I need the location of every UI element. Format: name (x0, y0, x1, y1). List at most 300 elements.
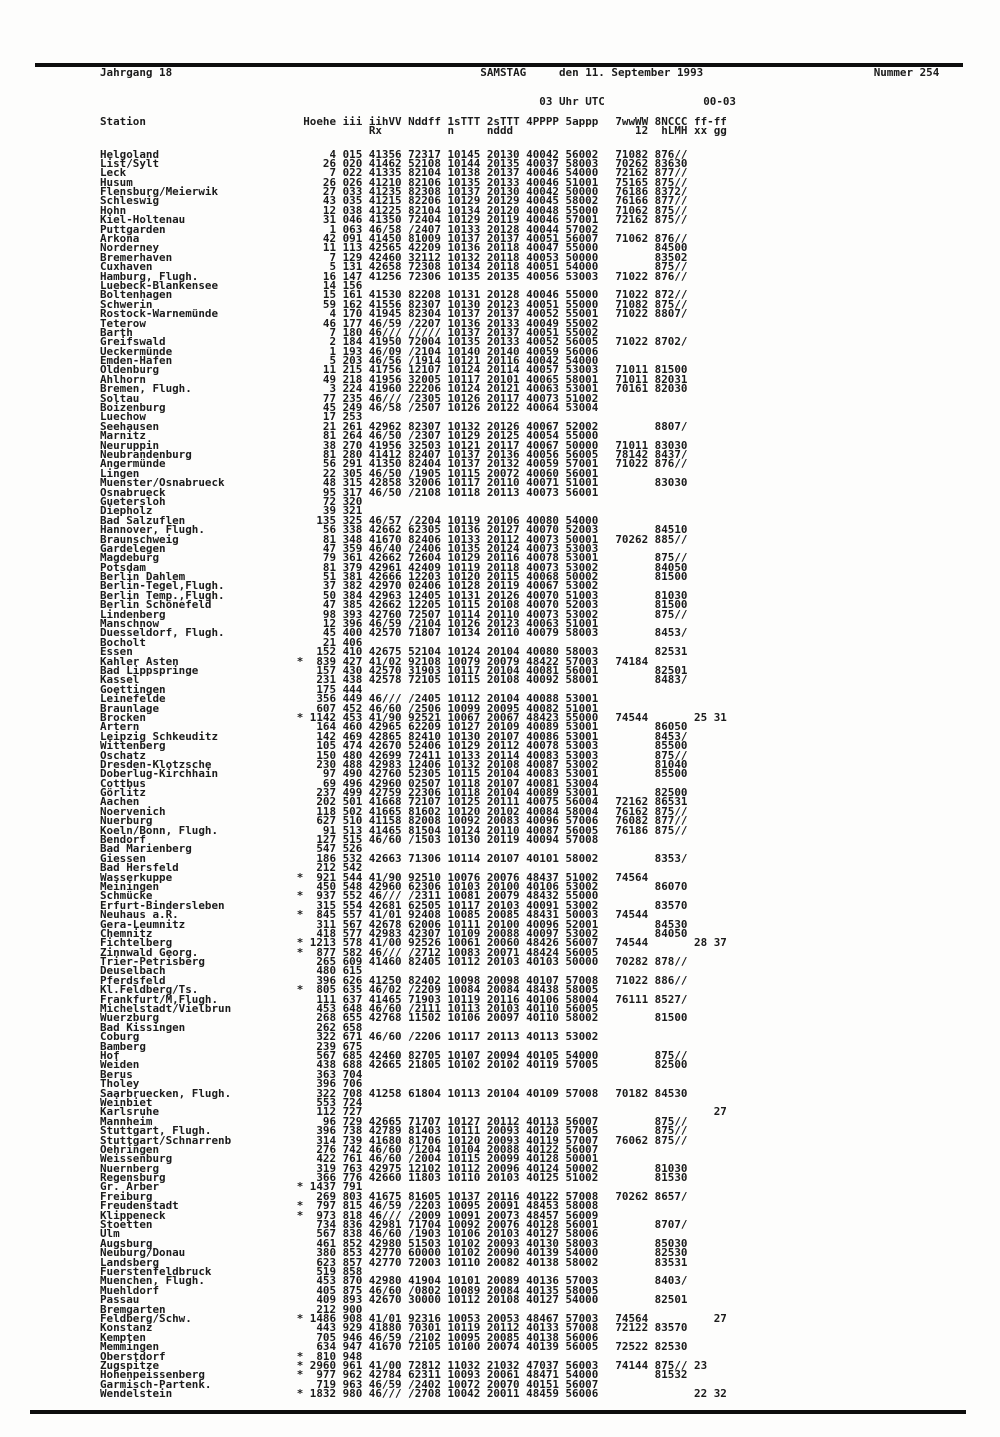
station-name: Hamburg, Flugh. (100, 269, 199, 283)
synop-main-groups: 262 658 (303, 1020, 363, 1034)
synop-right-groups: 74184 (615, 654, 649, 668)
station-name: Puttgarden (100, 222, 166, 236)
synop-right-groups: 74544 28 37 (615, 936, 727, 950)
station-name: Erfurt-Bindersleben (100, 898, 225, 912)
synop-right-groups: 82530 (615, 1246, 688, 1260)
synop-main-groups: 409 893 42670 30000 10112 20108 40127 54000 (303, 1293, 599, 1307)
station-name: Neuburg/Donau (100, 1246, 186, 1260)
synop-main-groups: 56 338 42662 62305 10136 20127 40070 52003 (303, 523, 599, 537)
synop-right-groups: 83502 (615, 250, 688, 264)
journal-volume: Jahrgang 18 (100, 66, 173, 79)
station-name: Norderney (100, 241, 160, 255)
synop-right-groups: 27 (615, 1105, 727, 1119)
station-name: Berlin Dahlem (100, 570, 186, 584)
station-name: Kempten (100, 1330, 146, 1344)
synop-main-groups: 7 022 41335 82104 10138 20137 40046 54000 (303, 166, 599, 180)
station-name: Arkona (100, 232, 140, 246)
station-name: Nuernberg (100, 1161, 160, 1175)
station-name: Konstanz (100, 1321, 153, 1335)
synop-right-groups: 84500 (615, 241, 688, 255)
station-name: Giessen (100, 851, 146, 865)
mountain-station-mark: * (296, 870, 304, 884)
synop-main-groups: 175 444 (303, 682, 363, 696)
station-name: Koeln/Bonn, Flugh. (100, 823, 219, 837)
station-name: Braunlage (100, 701, 160, 715)
synop-main-groups: 4 015 41356 72317 10145 20130 40042 56002 (303, 147, 599, 161)
synop-main-groups: 567 685 42460 82705 10107 20094 40105 54000 (303, 1049, 599, 1062)
synop-right-groups: 76062 875// (615, 1133, 688, 1147)
station-row (100, 851, 980, 865)
station-name: Memmingen (100, 1340, 160, 1354)
synop-main-groups: 47 359 46/40 /2406 10135 20124 40073 53003 (303, 541, 599, 555)
station-name: Bremgarten (100, 1302, 166, 1316)
station-name: Kl.Feldberg/Ts. (100, 983, 199, 997)
station-name: Weissenburg (100, 1152, 173, 1166)
synop-main-groups: 12 396 46/59 /2104 10126 20123 40063 51001 (303, 617, 599, 631)
synop-right-groups: 8453/ (615, 626, 688, 640)
station-name: Osnabrueck (100, 485, 166, 499)
station-name: Hof (100, 1049, 120, 1062)
station-row (100, 494, 980, 508)
synop-main-groups: 157 430 42570 31903 10117 20104 40081 56001 (303, 663, 599, 677)
synop-main-groups: 276 742 46/60 /1204 10104 20088 40122 56007 (303, 1142, 599, 1156)
station-name: Bad Marienberg (100, 842, 192, 856)
synop-main-groups: 1437 791 (303, 1180, 363, 1194)
station-name: Weiden (100, 1058, 140, 1072)
synop-main-groups: 91 513 41465 81504 10124 20110 40087 56005 (303, 823, 599, 837)
synop-right-groups: 76162 875// (615, 804, 688, 818)
station-name: Gr. Arber (100, 1180, 160, 1194)
synop-right-groups: 875// (615, 1124, 688, 1138)
right-groups-column-header: 7wwWW 8NCCC ff-ff (615, 115, 727, 128)
synop-right-groups: 82501 (615, 663, 688, 677)
station-name: Emden-Hafen (100, 354, 173, 368)
synop-right-groups: 85030 (615, 1236, 688, 1250)
station-name: Berlin Schönefeld (100, 598, 212, 612)
synop-main-groups: 607 452 46/60 /2506 10099 20095 40082 51001 (303, 701, 599, 715)
station-name: Kahler Asten (100, 654, 179, 668)
station-name: Muenchen, Flugh. (100, 1274, 205, 1288)
synop-main-groups: 634 947 41670 72105 10100 20074 40139 56005 (303, 1340, 599, 1354)
station-name: Garmisch-Partenk. (100, 1377, 212, 1391)
synop-right-groups: 71011 83030 (615, 438, 688, 452)
synop-main-groups: 1 193 46/09 /2104 10140 20140 40059 56006 (303, 344, 599, 358)
issue-number: Nummer 254 (873, 66, 940, 79)
synop-right-groups: 71022 876// (615, 269, 688, 283)
station-name: Bremerhaven (100, 250, 173, 264)
station-name: Magdeburg (100, 551, 160, 565)
synop-main-groups: 98 393 42760 72507 10114 20110 40073 53002 (303, 607, 599, 621)
synop-main-groups: 1486 908 41/01 92316 10053 20053 48467 57003 (303, 1311, 599, 1325)
synop-main-groups: 69 496 42960 02507 10118 20107 40081 53004 (303, 776, 599, 790)
synop-main-groups: 111 637 41465 71903 10119 20116 40106 58004 (303, 992, 599, 1006)
mountain-station-mark: * (296, 1311, 304, 1325)
synop-main-groups: 380 853 42770 60000 10102 20090 40139 54000 (303, 1246, 599, 1260)
station-name: Coburg (100, 1030, 140, 1044)
station-row (100, 485, 980, 499)
synop-main-groups: 81 264 46/50 /2307 10129 20125 40054 55000 (303, 429, 599, 443)
synop-main-groups: 15 161 41530 82208 10131 20128 40046 55000 (303, 288, 599, 302)
mountain-station-mark: * (296, 1349, 304, 1363)
synop-main-groups: 42 091 41450 81009 10137 20137 40051 56007 (303, 232, 599, 246)
station-name: Bad Kissingen (100, 1020, 186, 1034)
mountain-station-mark: * (296, 1368, 304, 1382)
station-name: Diepholz (100, 504, 153, 518)
station-name: Michelstadt/Vielbrun (100, 1002, 232, 1016)
station-name: Brocken (100, 710, 146, 724)
synop-main-groups: 51 381 42666 12203 10120 20115 40068 50002 (303, 570, 599, 584)
synop-main-groups: 519 858 (303, 1264, 363, 1278)
synop-main-groups: 142 469 42865 82410 10130 20107 40086 53001 (303, 729, 599, 743)
synop-main-groups: 719 963 46/59 /2402 10072 20070 40151 56007 (303, 1377, 599, 1391)
synop-main-groups: 72 320 (303, 494, 363, 508)
station-name: Augsburg (100, 1236, 153, 1250)
synop-right-groups: 83030 (615, 476, 688, 490)
synop-main-groups: 839 427 41/02 92108 10079 20079 48422 57003 (303, 654, 599, 668)
station-name: Weinbiet (100, 1095, 153, 1109)
station-name: Oldenburg (100, 363, 160, 377)
station-name: Zugspitze (100, 1358, 160, 1372)
synop-right-groups: 72162 875// (615, 213, 688, 227)
station-name: Oehringen (100, 1142, 160, 1156)
station-name: Potsdam (100, 560, 146, 574)
station-name: Lindenberg (100, 607, 166, 621)
station-name: Barth (100, 325, 133, 339)
synop-right-groups: 8483/ (615, 673, 688, 687)
synop-main-groups: 50 384 42963 12405 10131 20126 40070 51003 (303, 588, 599, 602)
station-name: Stuttgart, Flugh. (100, 1124, 212, 1138)
synop-main-groups: 127 515 46/60 /1503 10130 20119 40094 57008 (303, 833, 599, 847)
synop-main-groups: 56 291 41350 82404 10137 20132 40059 57001 (303, 457, 599, 471)
station-name: Essen (100, 645, 133, 659)
synop-main-groups: 418 577 42983 42307 10109 20088 40097 53002 (303, 926, 599, 940)
synop-main-groups: 480 615 (303, 964, 363, 978)
station-name: Goettingen (100, 682, 166, 696)
station-name: Neuhaus a.R. (100, 908, 179, 922)
station-name: Cuxhaven (100, 260, 153, 274)
synop-main-groups: 239 675 (303, 1039, 363, 1053)
station-name: Muenster/Osnabrueck (100, 476, 225, 490)
station-name: Ulm (100, 1227, 120, 1241)
synop-main-groups: 230 488 42983 12406 10132 20108 40087 53002 (303, 757, 599, 771)
synop-main-groups: 77 235 46/// /2305 10126 20117 40073 51002 (303, 391, 599, 405)
synop-main-groups: 845 557 41/01 92408 10085 20085 48431 50003 (303, 908, 599, 922)
synop-right-groups: 71022 872// (615, 288, 688, 302)
synop-main-groups: 269 803 41675 81605 10137 20116 40122 57008 (303, 1189, 599, 1203)
synop-main-groups: 366 776 42660 11803 10110 20103 40125 51002 (303, 1171, 599, 1185)
station-name: Leinefelde (100, 692, 166, 706)
station-name: Berus (100, 1067, 133, 1081)
station-name: Leipzig Schkeuditz (100, 729, 219, 743)
synop-right-groups: 8453/ (615, 729, 688, 743)
synop-main-groups: 2960 961 41/00 72812 11032 21032 47037 56003 (303, 1358, 599, 1372)
mountain-station-mark: * (296, 945, 304, 959)
synop-main-groups: 59 162 41556 82307 10130 20123 40051 55000 (303, 297, 599, 311)
station-name: Wendelstein (100, 1387, 173, 1401)
station-row (100, 1387, 980, 1401)
station-name: Kassel (100, 673, 140, 687)
station-name: Zinnwald Georg. (100, 945, 199, 959)
synop-main-groups: 135 325 46/57 /2204 10119 20106 40080 54000 (303, 513, 599, 527)
station-name: Husum (100, 175, 133, 189)
station-name: Boltenhagen (100, 288, 173, 302)
mountain-station-mark: * (296, 1180, 304, 1194)
station-row (100, 673, 980, 687)
synop-main-groups: 4 170 41945 82304 10137 20137 40052 55001 (303, 307, 599, 321)
synop-right-groups: 70262 8657/ (615, 1189, 688, 1203)
synop-right-groups: 74144 875// 23 (615, 1358, 708, 1372)
observation-time-line (100, 97, 980, 107)
station-name: Chemnitz (100, 926, 153, 940)
synop-main-groups: 422 761 46/60 /2004 10115 20099 40128 50001 (303, 1152, 599, 1166)
station-row (100, 626, 980, 640)
synop-right-groups: 72162 86531 (615, 795, 688, 809)
station-name: Saarbruecken, Flugh. (100, 1086, 232, 1100)
synop-right-groups: 81532 (615, 1368, 688, 1382)
synop-right-groups: 84510 (615, 523, 688, 537)
station-name: Frankfurt/M,Flugh. (100, 992, 219, 1006)
synop-main-groups: 322 671 46/60 /2206 10117 20113 40113 53002 (303, 1030, 599, 1044)
station-name: Feldberg/Schw. (100, 1311, 192, 1325)
observation-period: 00-03 (703, 95, 736, 108)
station-name: Hohn (100, 203, 127, 217)
main-groups-column-header: Hoehe iii iihVV Nddff 1sTTT 2sTTT 4PPPP 5appp (303, 115, 599, 128)
synop-main-groups: 152 410 42675 52104 10124 20104 40080 58003 (303, 645, 599, 659)
synop-main-groups: 443 929 41880 70301 10119 20112 40133 57008 (303, 1321, 599, 1335)
station-name: Helgoland (100, 147, 160, 161)
mountain-station-mark: * (296, 1199, 304, 1213)
synop-right-groups: 76186 875// (615, 823, 688, 837)
station-name: Wasserkuppe (100, 870, 173, 884)
station-row (100, 1171, 980, 1185)
synop-right-groups: 76186 8372/ (615, 185, 688, 199)
station-row (100, 955, 980, 969)
station-name: Ahlhorn (100, 372, 146, 386)
issue-date: den 11. September 1993 (558, 66, 704, 79)
synop-main-groups: 1213 578 41/00 92526 10061 20060 48426 56007 (303, 936, 599, 950)
station-name: Hohenpeissenberg (100, 1368, 205, 1382)
weekday: SAMSTAG (480, 66, 527, 79)
synop-right-groups: 71082 876// (615, 147, 688, 161)
station-name: Seehausen (100, 419, 160, 433)
synop-main-groups: 81 280 41412 82407 10137 20136 40056 56005 (303, 448, 599, 461)
synop-main-groups: 38 270 41956 32503 10121 20117 40067 50000 (303, 438, 599, 452)
station-row (100, 1067, 980, 1081)
observation-time: 03 Uhr UTC (539, 95, 605, 108)
synop-main-groups: 5 131 42658 72308 10134 20118 40051 54000 (303, 260, 599, 274)
station-name: Fuerstenfeldbruck (100, 1264, 212, 1278)
synop-main-groups: 356 449 46/// /2405 10112 20104 40088 53001 (303, 692, 599, 706)
synop-main-groups: 396 626 41250 82402 10098 20098 40107 57008 (303, 973, 599, 987)
synop-main-groups: 26 026 41210 82106 10135 20133 40046 51001 (303, 175, 599, 189)
synop-right-groups: 875// (615, 1049, 688, 1062)
synop-right-groups: 71022 886// (615, 973, 688, 987)
synop-main-groups: 461 852 42980 51503 10102 20093 40130 58003 (303, 1236, 599, 1250)
synop-main-groups: 21 261 42962 82307 10132 20126 40067 52002 (303, 419, 599, 433)
station-row (100, 1030, 980, 1044)
synop-right-groups: 81030 (615, 588, 688, 602)
synop-right-groups: 8353/ (615, 851, 688, 865)
synop-main-groups: 797 815 46/59 /2203 10095 20091 48453 58008 (303, 1199, 599, 1213)
synop-right-groups: 86070 (615, 879, 688, 893)
synop-main-groups: 95 317 46/50 /2108 10118 20113 40073 56001 (303, 485, 599, 499)
synop-right-groups: 81030 (615, 1161, 688, 1175)
synop-main-groups: 265 609 41460 82405 10112 20103 40103 50000 (303, 955, 599, 969)
station-name: Duesseldorf, Flugh. (100, 626, 225, 640)
synop-right-groups: 70262 83630 (615, 156, 688, 170)
synop-main-groups: 1 063 46/58 /2407 10133 20128 40044 57002 (303, 222, 599, 236)
mountain-station-mark: * (296, 1387, 304, 1401)
station-name: Karlsruhe (100, 1105, 160, 1119)
synop-main-groups: 547 526 (303, 842, 363, 856)
station-name: Bad Lippspringe (100, 663, 199, 677)
station-name: Artern (100, 720, 140, 734)
mountain-station-mark: * (296, 936, 304, 950)
synop-right-groups: 70262 885// (615, 532, 688, 546)
station-name: Bamberg (100, 1039, 146, 1053)
main-groups-column-subheader: Rx n nddd (303, 124, 514, 138)
station-name: Flensburg/Meierwik (100, 185, 219, 199)
synop-main-groups: 977 962 42784 62311 10093 20061 48471 54000 (303, 1368, 599, 1382)
synop-main-groups: 31 046 41350 72404 10129 20119 40046 57001 (303, 213, 599, 227)
synop-main-groups: 314 739 41680 81706 10120 20093 40119 57007 (303, 1133, 599, 1147)
synop-right-groups: 78142 8437/ (615, 448, 688, 461)
station-name: Tholey (100, 1077, 140, 1091)
synop-right-groups: 74544 (615, 908, 649, 922)
synop-main-groups: 231 438 42578 72105 10115 20108 40092 58001 (303, 673, 599, 687)
station-name: Kiel-Holtenau (100, 213, 186, 227)
station-name: Noervenich (100, 804, 166, 818)
synop-main-groups: 97 490 42760 52305 10115 20104 40083 53001 (303, 767, 599, 781)
station-name: Fichtelberg (100, 936, 173, 950)
synop-main-groups: 39 321 (303, 504, 363, 518)
station-name: Stoetten (100, 1218, 153, 1232)
synop-right-groups: 70161 82030 (615, 382, 688, 396)
synop-main-groups: 810 948 (303, 1349, 363, 1363)
synop-main-groups: 105 474 42670 52406 10129 20112 40078 53003 (303, 739, 599, 753)
station-name: Luebeck-Blankensee (100, 278, 219, 292)
synop-right-groups: 71062 876// (615, 232, 688, 246)
synop-main-groups: 7 129 42460 32112 10132 20118 40053 50000 (303, 250, 599, 264)
synop-main-groups: 48 315 42858 32006 10117 20110 40071 51001 (303, 476, 599, 490)
synop-right-groups: 71082 875// (615, 297, 688, 311)
station-row (100, 1255, 980, 1269)
station-name: Freudenstadt (100, 1199, 179, 1213)
station-name: Schleswig (100, 194, 160, 208)
synop-right-groups: 71062 875// (615, 203, 688, 217)
synop-main-groups: 937 552 46/// /2311 10081 20079 48432 55000 (303, 889, 599, 903)
station-name: Greifswald (100, 335, 166, 349)
station-row (100, 401, 980, 415)
synop-main-groups: 26 020 41462 52108 10144 20135 40037 58003 (303, 156, 599, 170)
synop-main-groups: 186 532 42663 71306 10114 20107 40101 58002 (303, 851, 599, 865)
station-rows (100, 147, 980, 1401)
synop-right-groups: 81500 (615, 570, 688, 584)
synop-main-groups: 315 554 42681 62505 10117 20103 40091 53002 (303, 898, 599, 912)
station-name: Lingen (100, 466, 140, 480)
synop-right-groups: 22 32 (615, 1387, 727, 1401)
synop-main-groups: 46 177 46/59 /2207 10136 20133 40049 55002 (303, 316, 599, 330)
synop-right-groups: 75165 875// (615, 175, 688, 189)
bottom-rule (30, 1410, 966, 1414)
station-name: Cottbus (100, 776, 146, 790)
synop-main-groups: 311 567 42678 62006 10111 20100 40096 52001 (303, 917, 599, 931)
synop-right-groups: 82500 (615, 786, 688, 800)
station-name: Manschnow (100, 617, 160, 631)
column-header-line-2 (100, 126, 980, 136)
station-name: Bad Hersfeld (100, 861, 179, 875)
station-name: Rostock-Warnemünde (100, 307, 219, 321)
station-name: Pferdsfeld (100, 973, 166, 987)
mountain-station-mark: * (296, 889, 304, 903)
station-name: Freiburg (100, 1189, 153, 1203)
synop-right-groups: 82500 (615, 1058, 688, 1072)
station-name: Berlin Temp.,Flugh. (100, 588, 225, 602)
synop-main-groups: 405 875 46/60 /0802 10089 20084 40135 58005 (303, 1283, 599, 1297)
station-name: Bocholt (100, 635, 146, 649)
synop-main-groups: 49 218 41956 32005 10117 20101 40065 58001 (303, 372, 599, 386)
synop-right-groups: 8403/ (615, 1274, 688, 1288)
synop-main-groups: 81 348 41670 82406 10133 20112 40073 50001 (303, 532, 599, 546)
synop-right-groups: 81500 (615, 598, 688, 612)
synop-right-groups: 74564 (615, 870, 649, 884)
station-name: Bad Salzuflen (100, 513, 186, 527)
station-row (100, 1293, 980, 1307)
station-name: Muehldorf (100, 1283, 160, 1297)
synop-right-groups: 71022 8702/ (615, 335, 688, 349)
station-name: Braunschweig (100, 532, 179, 546)
station-name: Berlin-Tegel,Flugh. (100, 579, 225, 593)
synop-right-groups: 72162 877// (615, 166, 688, 180)
synop-main-groups: 553 724 (303, 1095, 363, 1109)
station-row (100, 833, 980, 847)
station-row (100, 1095, 980, 1109)
synop-right-groups: 875// (615, 748, 688, 762)
station-name: List/Sylt (100, 156, 160, 170)
mountain-station-mark: * (296, 908, 304, 922)
station-name: Schwerin (100, 297, 153, 311)
mountain-station-mark: * (296, 1208, 304, 1222)
synop-right-groups: 83531 (615, 1255, 688, 1269)
station-name: Soltau (100, 391, 140, 405)
synop-main-groups: 877 582 46/// /2712 10083 20071 48424 56005 (303, 945, 599, 959)
synop-main-groups: 37 382 42970 02406 10128 20119 40067 53002 (303, 579, 599, 593)
station-name: Doberlug-Kirchhain (100, 767, 219, 781)
station-name: Wittenberg (100, 739, 166, 753)
synop-right-groups: 83570 (615, 898, 688, 912)
station-name: Görlitz (100, 786, 146, 800)
station-name: Regensburg (100, 1171, 166, 1185)
synop-right-groups: 84530 (615, 917, 688, 931)
synop-main-groups: 921 544 41/90 92510 10076 20076 48437 51002 (303, 870, 599, 884)
synop-main-groups: 1832 980 46/// /2708 10042 20011 48459 56006 (303, 1387, 599, 1401)
synop-main-groups: 212 900 (303, 1302, 363, 1316)
station-name: Trier-Petrisberg (100, 955, 205, 969)
station-name: Leck (100, 166, 127, 180)
right-groups-column-subheader: 12 hLMH xx gg (615, 124, 727, 138)
synop-right-groups: 70282 878// (615, 955, 688, 969)
station-name: Neubrandenburg (100, 448, 192, 461)
masthead (100, 68, 980, 78)
synop-main-groups: 973 818 46/// /2009 10091 20073 48457 56009 (303, 1208, 599, 1222)
synop-main-groups: 396 738 42789 81403 10111 20093 40120 57005 (303, 1124, 599, 1138)
synop-main-groups: 322 708 41258 61804 10113 20104 40109 57008 (303, 1086, 599, 1100)
station-name: Passau (100, 1293, 140, 1307)
station-row (100, 1086, 980, 1100)
station-name: Boizenburg (100, 401, 166, 415)
synop-main-groups: 164 460 42965 62209 10127 20109 40089 53001 (303, 720, 599, 734)
mountain-station-mark: * (296, 710, 304, 724)
